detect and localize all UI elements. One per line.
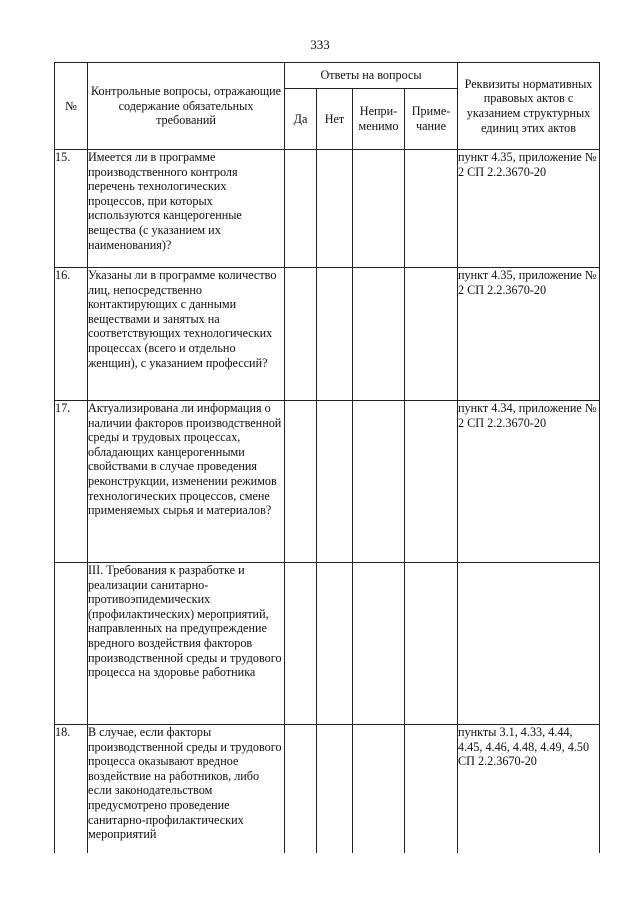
section-number-cell: [55, 563, 88, 725]
answer-note-cell[interactable]: [405, 401, 458, 563]
row-question: В случае, если факторы производственной среды и трудового процесса оказывают вредное воздействие на работников, либо если законодательством предусмотрено проведение санитарно-профилактических мероприятий: [88, 725, 285, 853]
answer-note-cell[interactable]: [405, 150, 458, 268]
section-row: [55, 563, 600, 725]
row-question: Актуализирована ли информация о наличии факторов производственной среды и трудовых процессах, обладающих канцерогенными свойствами в случае проведения реконструкции, изменении режимов технологических процессов, смене применяемых сырья и материалов?: [88, 401, 285, 563]
checklist-table: [54, 62, 600, 853]
page-number: 333: [310, 37, 330, 52]
header-questions: Контрольные вопросы, отражающие содержание обязательных требований: [88, 63, 285, 150]
answer-yes-cell[interactable]: [285, 401, 317, 563]
answer-not-applicable-cell: [353, 563, 405, 725]
answer-not-applicable-cell[interactable]: [353, 401, 405, 563]
table-header: [55, 63, 600, 150]
row-question: Указаны ли в программе количество лиц, непосредственно контактирующих с данными веществами и занятых на соответствующих технологических процессах (всего и отдельно женщин), с указанием профессий?: [88, 268, 285, 401]
row-number: 16.: [55, 268, 88, 401]
header-requisites: Реквизиты нормативных правовых актов с указанием структурных единиц этих актов: [458, 63, 600, 150]
answer-no-cell[interactable]: [317, 725, 353, 853]
answer-not-applicable-cell[interactable]: [353, 268, 405, 401]
answer-yes-cell[interactable]: [285, 725, 317, 853]
answer-note-cell: [405, 563, 458, 725]
row-requisite: пункт 4.34, приложение № 2 СП 2.2.3670-20: [458, 401, 600, 563]
answer-note-cell[interactable]: [405, 268, 458, 401]
table-row: [55, 401, 600, 563]
table-row: [55, 725, 600, 853]
answer-no-cell[interactable]: [317, 268, 353, 401]
row-requisite: пункт 4.35, приложение № 2 СП 2.2.3670-20: [458, 268, 600, 401]
row-number: 15.: [55, 150, 88, 268]
row-requisite: пункт 4.35, приложение № 2 СП 2.2.3670-20: [458, 150, 600, 268]
row-requisite: пункты 3.1, 4.33, 4.44, 4.45, 4.46, 4.48, 4.49, 4.50 СП 2.2.3670-20: [458, 725, 600, 853]
answer-no-cell[interactable]: [317, 150, 353, 268]
row-number: 17.: [55, 401, 88, 563]
header-no: Нет: [317, 88, 353, 149]
table-row: [55, 268, 600, 401]
header-note: Приме-чание: [405, 88, 458, 149]
header-answers: Ответы на вопросы: [285, 63, 458, 89]
section-requisite-cell: [458, 563, 600, 725]
answer-no-cell[interactable]: [317, 401, 353, 563]
answer-yes-cell[interactable]: [285, 150, 317, 268]
answer-yes-cell[interactable]: [285, 268, 317, 401]
answer-note-cell[interactable]: [405, 725, 458, 853]
row-number: 18.: [55, 725, 88, 853]
answer-not-applicable-cell[interactable]: [353, 150, 405, 268]
answer-not-applicable-cell[interactable]: [353, 725, 405, 853]
section-title: III. Требования к разработке и реализации санитарно-противоэпидемических (профилактических) мероприятий, направленных на предупреждение вредного воздействия факторов производственной среды и трудового процесса на здоровье работника: [88, 563, 285, 725]
row-question: Имеется ли в программе производственного контроля перечень технологических процессов, при которых используются канцерогенные вещества (с указанием их наименования)?: [88, 150, 285, 268]
header-not-applicable: Непри-менимо: [353, 88, 405, 149]
header-yes: Да: [285, 88, 317, 149]
header-num: №: [55, 63, 88, 150]
answer-yes-cell: [285, 563, 317, 725]
table-row: [55, 150, 600, 268]
answer-no-cell: [317, 563, 353, 725]
